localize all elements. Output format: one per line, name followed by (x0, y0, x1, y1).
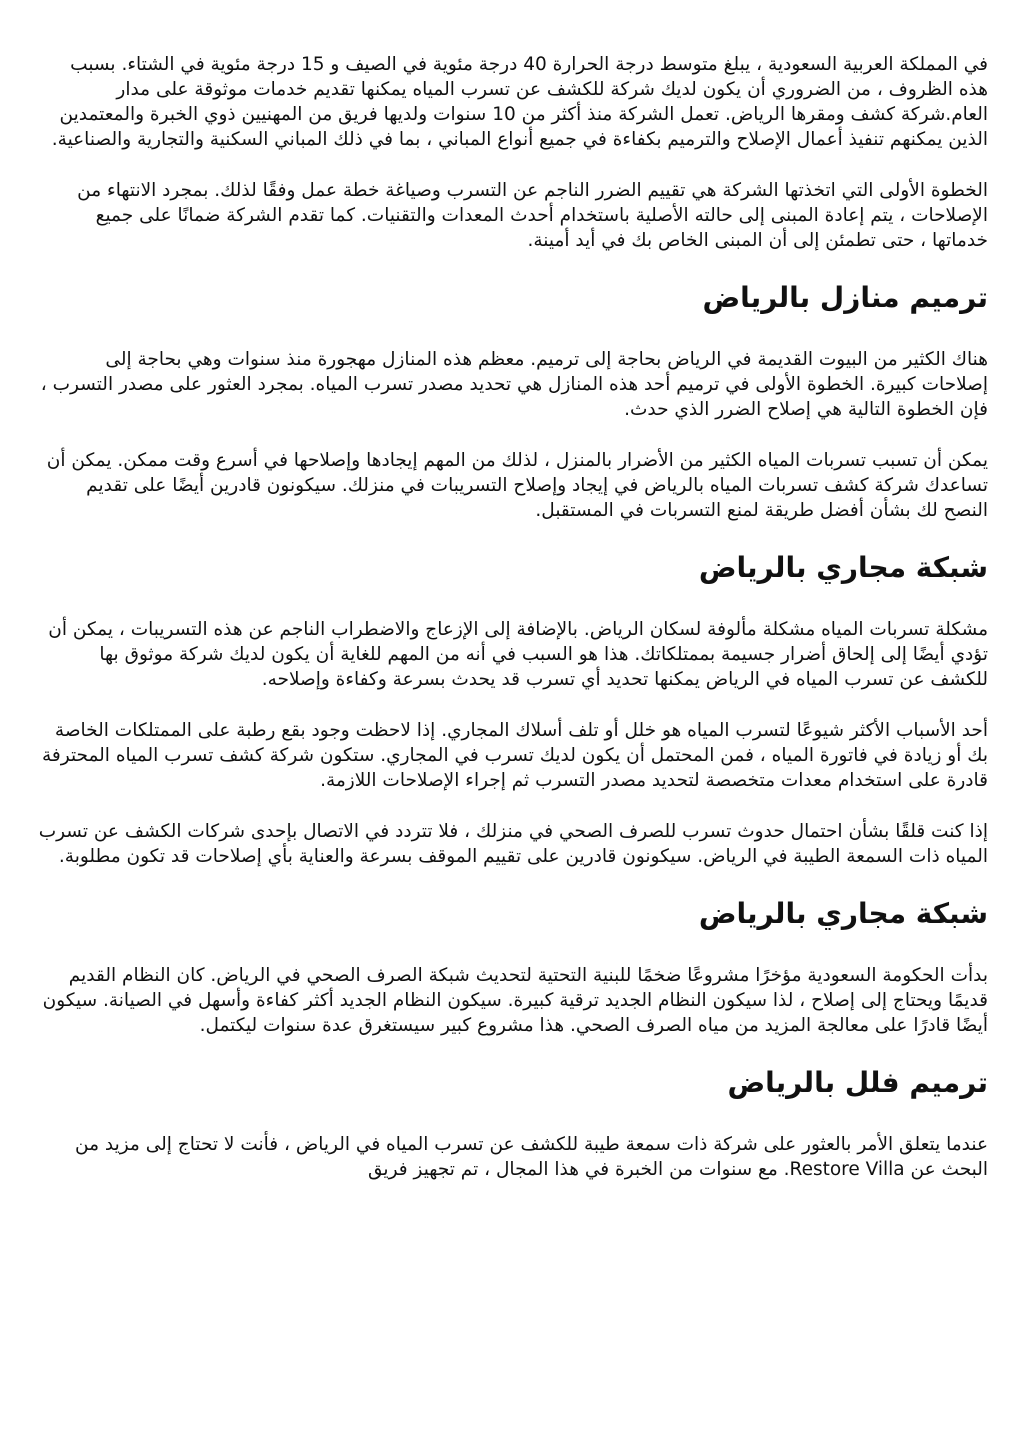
section-paragraph: هناك الكثير من البيوت القديمة في الرياض بحاجة إلى ترميم. معظم هذه المنازل مهجورة منذ سنوات وهي بحاجة إلى إصلاحات كبيرة. الخطوة الأولى في ترميم أحد هذه المنازل هي تحديد مصدر تسرب المياه. بمجرد العثور على مصدر التسرب ، فإن الخطوة التالية هي إصلاح الضرر الذي حدث. (40, 349, 988, 420)
section-paragraph: يمكن أن تسبب تسربات المياه الكثير من الأضرار بالمنزل ، لذلك من المهم إيجادها وإصلاحها في أسرع وقت ممكن. يمكن أن تساعدك شركة كشف تسربات المياه بالرياض في إيجاد وإصلاح التسريبات في منزلك. سيكونون قادرين أيضًا على تقديم النصح لك بشأن أفضل طريقة لمنع التسربات في المستقبل. (46, 450, 988, 521)
section-paragraph: أحد الأسباب الأكثر شيوعًا لتسرب المياه هو خلل أو تلف أسلاك المجاري. إذا لاحظت وجود بقع رطبة على الممتلكات الخاصة بك أو زيادة في فاتورة المياه ، فمن المحتمل أن يكون لديك تسرب في المجاري. ستكون شركة كشف تسرب المياه المحترفة قادرة على استخدام معدات متخصصة لتحديد مصدر التسرب ثم إجراء الإصلاحات اللازمة. (41, 720, 988, 791)
section-heading: ترميم منازل بالرياض (702, 281, 988, 314)
section-sewer-network-2 (36, 895, 988, 1038)
section-villa-restoration (36, 1064, 988, 1182)
section-heading: شبكة مجاري بالرياض (698, 551, 988, 584)
section-paragraph: مشكلة تسربات المياه مشكلة مألوفة لسكان الرياض. بالإضافة إلى الإزعاج والاضطراب الناجم عن هذه التسريبات ، يمكن أن تؤدي أيضًا إلى إلحاق أضرار جسيمة بممتلكاتك. هذا هو السبب في أنه من المهم للغاية أن يكون لديك شركة موثوق بها للكشف عن تسرب المياه في الرياض يمكنها تحديد أي تسرب قد يحدث بسرعة وكفاءة وإصلاحه. (48, 619, 988, 690)
intro-paragraph-1: في المملكة العربية السعودية ، يبلغ متوسط درجة الحرارة 40 درجة مئوية في الصيف و 15 درجة مئوية في الشتاء. بسبب هذه الظروف ، من الضروري أن يكون لديك شركة للكشف عن تسرب المياه يمكنها تقديم خدمات موثوقة على مدار العام.شركة كشف ومقرها الرياض. تعمل الشركة منذ أكثر من 10 سنوات ولديها فريق من المهنيين ذوي الخبرة والمعتمدين الذين يمكنهم تنفيذ أعمال الإصلاح والترميم بكفاءة في جميع أنواع المباني ، بما في ذلك المباني السكنية والتجارية والصناعية. (51, 54, 988, 150)
section-home-restoration (36, 279, 988, 523)
section-heading: شبكة مجاري بالرياض (698, 897, 988, 930)
section-heading: ترميم فلل بالرياض (727, 1066, 988, 1099)
section-paragraph: بدأت الحكومة السعودية مؤخرًا مشروعًا ضخمًا للبنية التحتية لتحديث شبكة الصرف الصحي في الرياض. كان النظام القديم قديمًا ويحتاج إلى إصلاح ، لذا سيكون النظام الجديد ترقية كبيرة. سيكون النظام الجديد أكثر كفاءة وأسهل في الصيانة. سيكون أيضًا قادرًا على معالجة المزيد من مياه الصرف الصحي. هذا مشروع كبير سيستغرق عدة سنوات ليكتمل. (42, 965, 988, 1036)
section-sewer-network-1 (36, 549, 988, 869)
section-paragraph: إذا كنت قلقًا بشأن احتمال حدوث تسرب للصرف الصحي في منزلك ، فلا تتردد في الاتصال بإحدى شركات الكشف عن تسرب المياه ذات السمعة الطيبة في الرياض. سيكونون قادرين على تقييم الموقف بسرعة والعناية بأي إصلاحات قد تكون مطلوبة. (38, 821, 988, 867)
intro-paragraph-2: الخطوة الأولى التي اتخذتها الشركة هي تقييم الضرر الناجم عن التسرب وصياغة خطة عمل وفقًا لذلك. بمجرد الانتهاء من الإصلاحات ، يتم إعادة المبنى إلى حالته الأصلية باستخدام أحدث المعدات والتقنيات. كما تقدم الشركة ضمانًا على جميع خدماتها ، حتى تطمئن إلى أن المبنى الخاص بك في أيد أمينة. (77, 180, 988, 251)
section-paragraph: عندما يتعلق الأمر بالعثور على شركة ذات سمعة طيبة للكشف عن تسرب المياه في الرياض ، فأنت لا تحتاج إلى مزيد من البحث عن Restore Villa. مع سنوات من الخبرة في هذا المجال ، تم تجهيز فريق (74, 1134, 988, 1180)
